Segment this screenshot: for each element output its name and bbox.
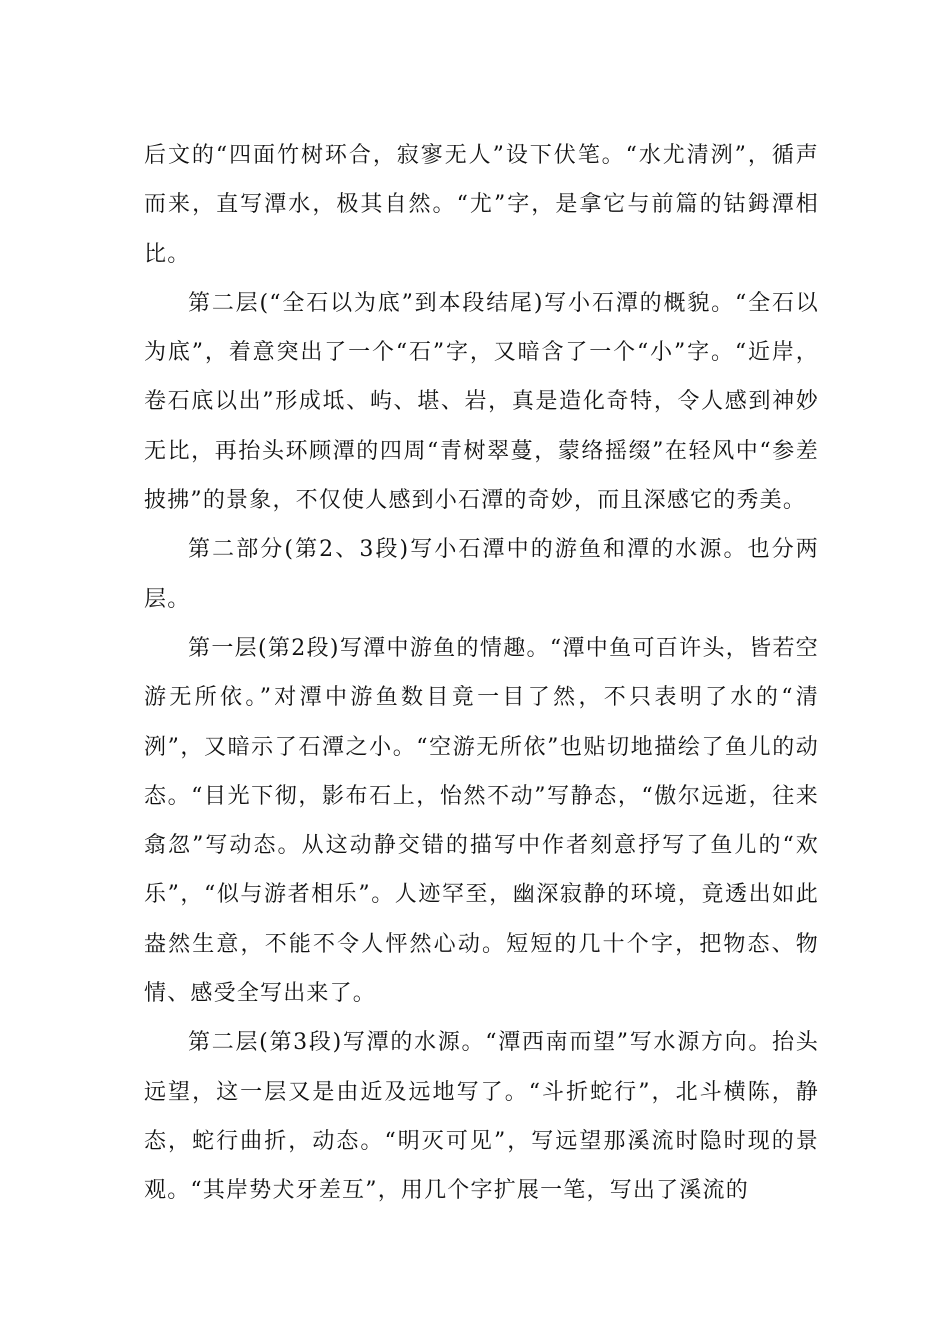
paragraph-1: 后文的“四面竹树环合，寂寥无人”设下伏笔。“水尤清洌”，循声而来，直写潭水，极其自然。“尤”字，是拿它与前篇的钴鉧潭相比。 [144,143,819,267]
paragraph-2: 第二层(“全石以为底”到本段结尾)写小石潭的概貌。“全石以为底”，着意突出了一个“石”字，又暗含了一个“小”字。“近岸，卷石底以出”形成坻、屿、堪、岩，真是造化奇特，令人感到神妙无比，再抬头环顾潭的四周“青树翠蔓，蒙络摇缀”在轻风中“参差披拂”的景象，不仅使人感到小石潭的奇妙，而且深感它的秀美。 [144,290,819,514]
document-body [144,131,819,1216]
paragraph-5: 第二层(第3段)写潭的水源。“潭西南而望”写水源方向。抬头远望，这一层又是由近及远地写了。“斗折蛇行”，北斗横陈，静态，蛇行曲折，动态。“明灭可见”，写远望那溪流时隐时现的景观。“其岸势犬牙差互”，用几个字扩展一笔，写出了溪流的 [144,1030,819,1204]
paragraph-4: 第一层(第2段)写潭中游鱼的情趣。“潭中鱼可百许头，皆若空游无所依。”对潭中游鱼数目竟一目了然，不只表明了水的“清洌”，又暗示了石潭之小。“空游无所依”也贴切地描绘了鱼儿的动态。“目光下彻，影布石上，怡然不动”写静态，“傲尔远逝，往来翕忽”写动态。从这动静交错的描写中作者刻意抒写了鱼儿的“欢乐”，“似与游者相乐”。人迹罕至，幽深寂静的环境，竟透出如此盎然生意，不能不令人怦然心动。短短的几十个字，把物态、物情、感受全写出来了。 [144,635,819,1007]
paragraph-3: 第二部分(第2、3段)写小石潭中的游鱼和潭的水源。也分两层。 [144,537,819,612]
